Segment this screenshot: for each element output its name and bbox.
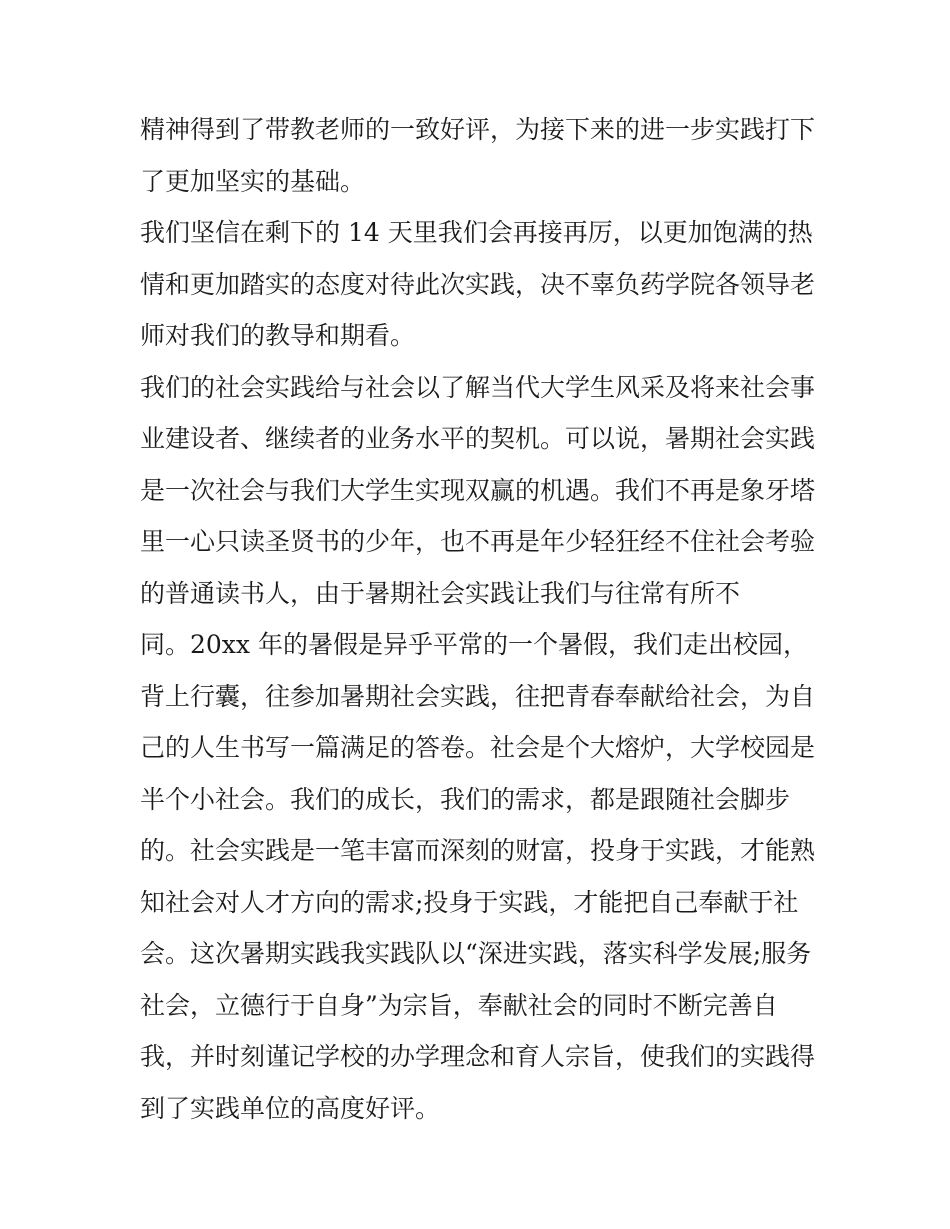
text-line: 的普通读书人，由于暑期社会实践让我们与往常有所不	[140, 578, 741, 608]
text-line: 业建设者、继续者的业务水平的契机。可以说，暑期社会实践	[140, 424, 816, 453]
text-line: 师对我们的教导和期看。	[140, 321, 416, 350]
text-line: 里一心只读圣贤书的少年，也不再是年少轻狂经不住社会考验	[140, 527, 816, 556]
text-line: 到了实践单位的高度好评。	[140, 1093, 441, 1123]
text-line: 社会，立德行于自身”为宗旨，奉献社会的同时不断完善自	[140, 990, 778, 1020]
text-line: 情和更加踏实的态度对待此次实践，决不辜负药学院各领导老	[140, 269, 816, 299]
text-line: 半个小社会。我们的成长，我们的需求，都是跟随社会脚步	[140, 784, 791, 814]
text-line: 精神得到了带教老师的一致好评，为接下来的进一步实践打下	[140, 115, 816, 144]
body-text	[140, 104, 820, 1134]
text-line: 我们的社会实践给与社会以了解当代大学生风采及将来社会事	[140, 372, 816, 402]
text-line: 己的人生书写一篇满足的答卷。社会是个大熔炉，大学校园是	[140, 733, 816, 762]
text-line: 知社会对人才方向的需求;投身于实践，才能把自己奉献于社	[140, 887, 799, 917]
text-line: 了更加坚实的基础。	[140, 166, 366, 196]
text-line: 我，并时刻谨记学校的办学理念和育人宗旨，使我们的实践得	[140, 1042, 816, 1071]
text-line: 的。社会实践是一笔丰富而深刻的财富，投身于实践，才能熟	[140, 836, 816, 865]
text-line: 是一次社会与我们大学生实现双赢的机遇。我们不再是象牙塔	[140, 475, 816, 505]
text-line: 背上行囊，往参加暑期社会实践，往把青春奉献给社会，为自	[140, 681, 816, 711]
text-line: 我们坚信在剩下的 14 天里我们会再接再厉，以更加饱满的热	[140, 218, 813, 247]
text-line: 会。这次暑期实践我实践队以“深进实践，落实科学发展;服务	[140, 939, 812, 968]
text-line: 同。20xx 年的暑假是异乎平常的一个暑假，我们走出校园，	[140, 630, 808, 659]
